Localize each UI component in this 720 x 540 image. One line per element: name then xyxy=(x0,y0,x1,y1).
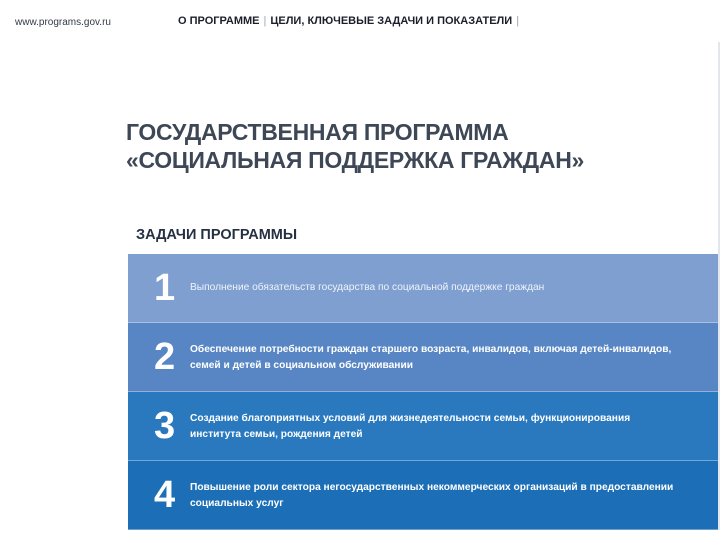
nav-item-goals[interactable]: ЦЕЛИ, КЛЮЧЕВЫЕ ЗАДАЧИ И ПОКАЗАТЕЛИ xyxy=(270,15,513,27)
task-text: Создание благоприятных условий для жизнедеятельности семьи, функционирования института семьи, рождения детей xyxy=(190,413,631,440)
top-nav xyxy=(178,15,523,27)
section-heading: ЗАДАЧИ ПРОГРАММЫ xyxy=(136,227,298,243)
task-number: 4 xyxy=(154,474,176,516)
nav-separator: | xyxy=(516,15,520,27)
task-row-1 xyxy=(128,254,720,323)
task-text: Выполнение обязательств государства по социальной поддержке граждан xyxy=(190,282,545,293)
task-text: Обеспечение потребности граждан старшего возраста, инвалидов, включая детей-инвалидов, семей и детей в социальном обслуживании xyxy=(190,344,672,371)
task-text: Повышение роли сектора негосударственных некоммерческих организаций в предоставлении социальных услуг xyxy=(190,482,674,509)
page-title xyxy=(126,118,584,174)
nav-item-about[interactable]: О ПРОГРАММЕ xyxy=(178,15,260,27)
task-number: 3 xyxy=(154,405,176,447)
task-number: 1 xyxy=(154,267,176,309)
nav-separator: | xyxy=(263,15,267,27)
task-row-2 xyxy=(128,323,720,392)
page-title-line-2: «СОЦИАЛЬНАЯ ПОДДЕРЖКА ГРАЖДАН» xyxy=(126,147,584,173)
task-number: 2 xyxy=(154,336,176,378)
page-title-line-1: ГОСУДАРСТВЕННАЯ ПРОГРАММА xyxy=(126,119,509,145)
task-row-4 xyxy=(128,461,720,530)
task-list xyxy=(128,254,720,530)
site-url[interactable]: www.programs.gov.ru xyxy=(15,17,111,28)
task-row-3 xyxy=(128,392,720,461)
